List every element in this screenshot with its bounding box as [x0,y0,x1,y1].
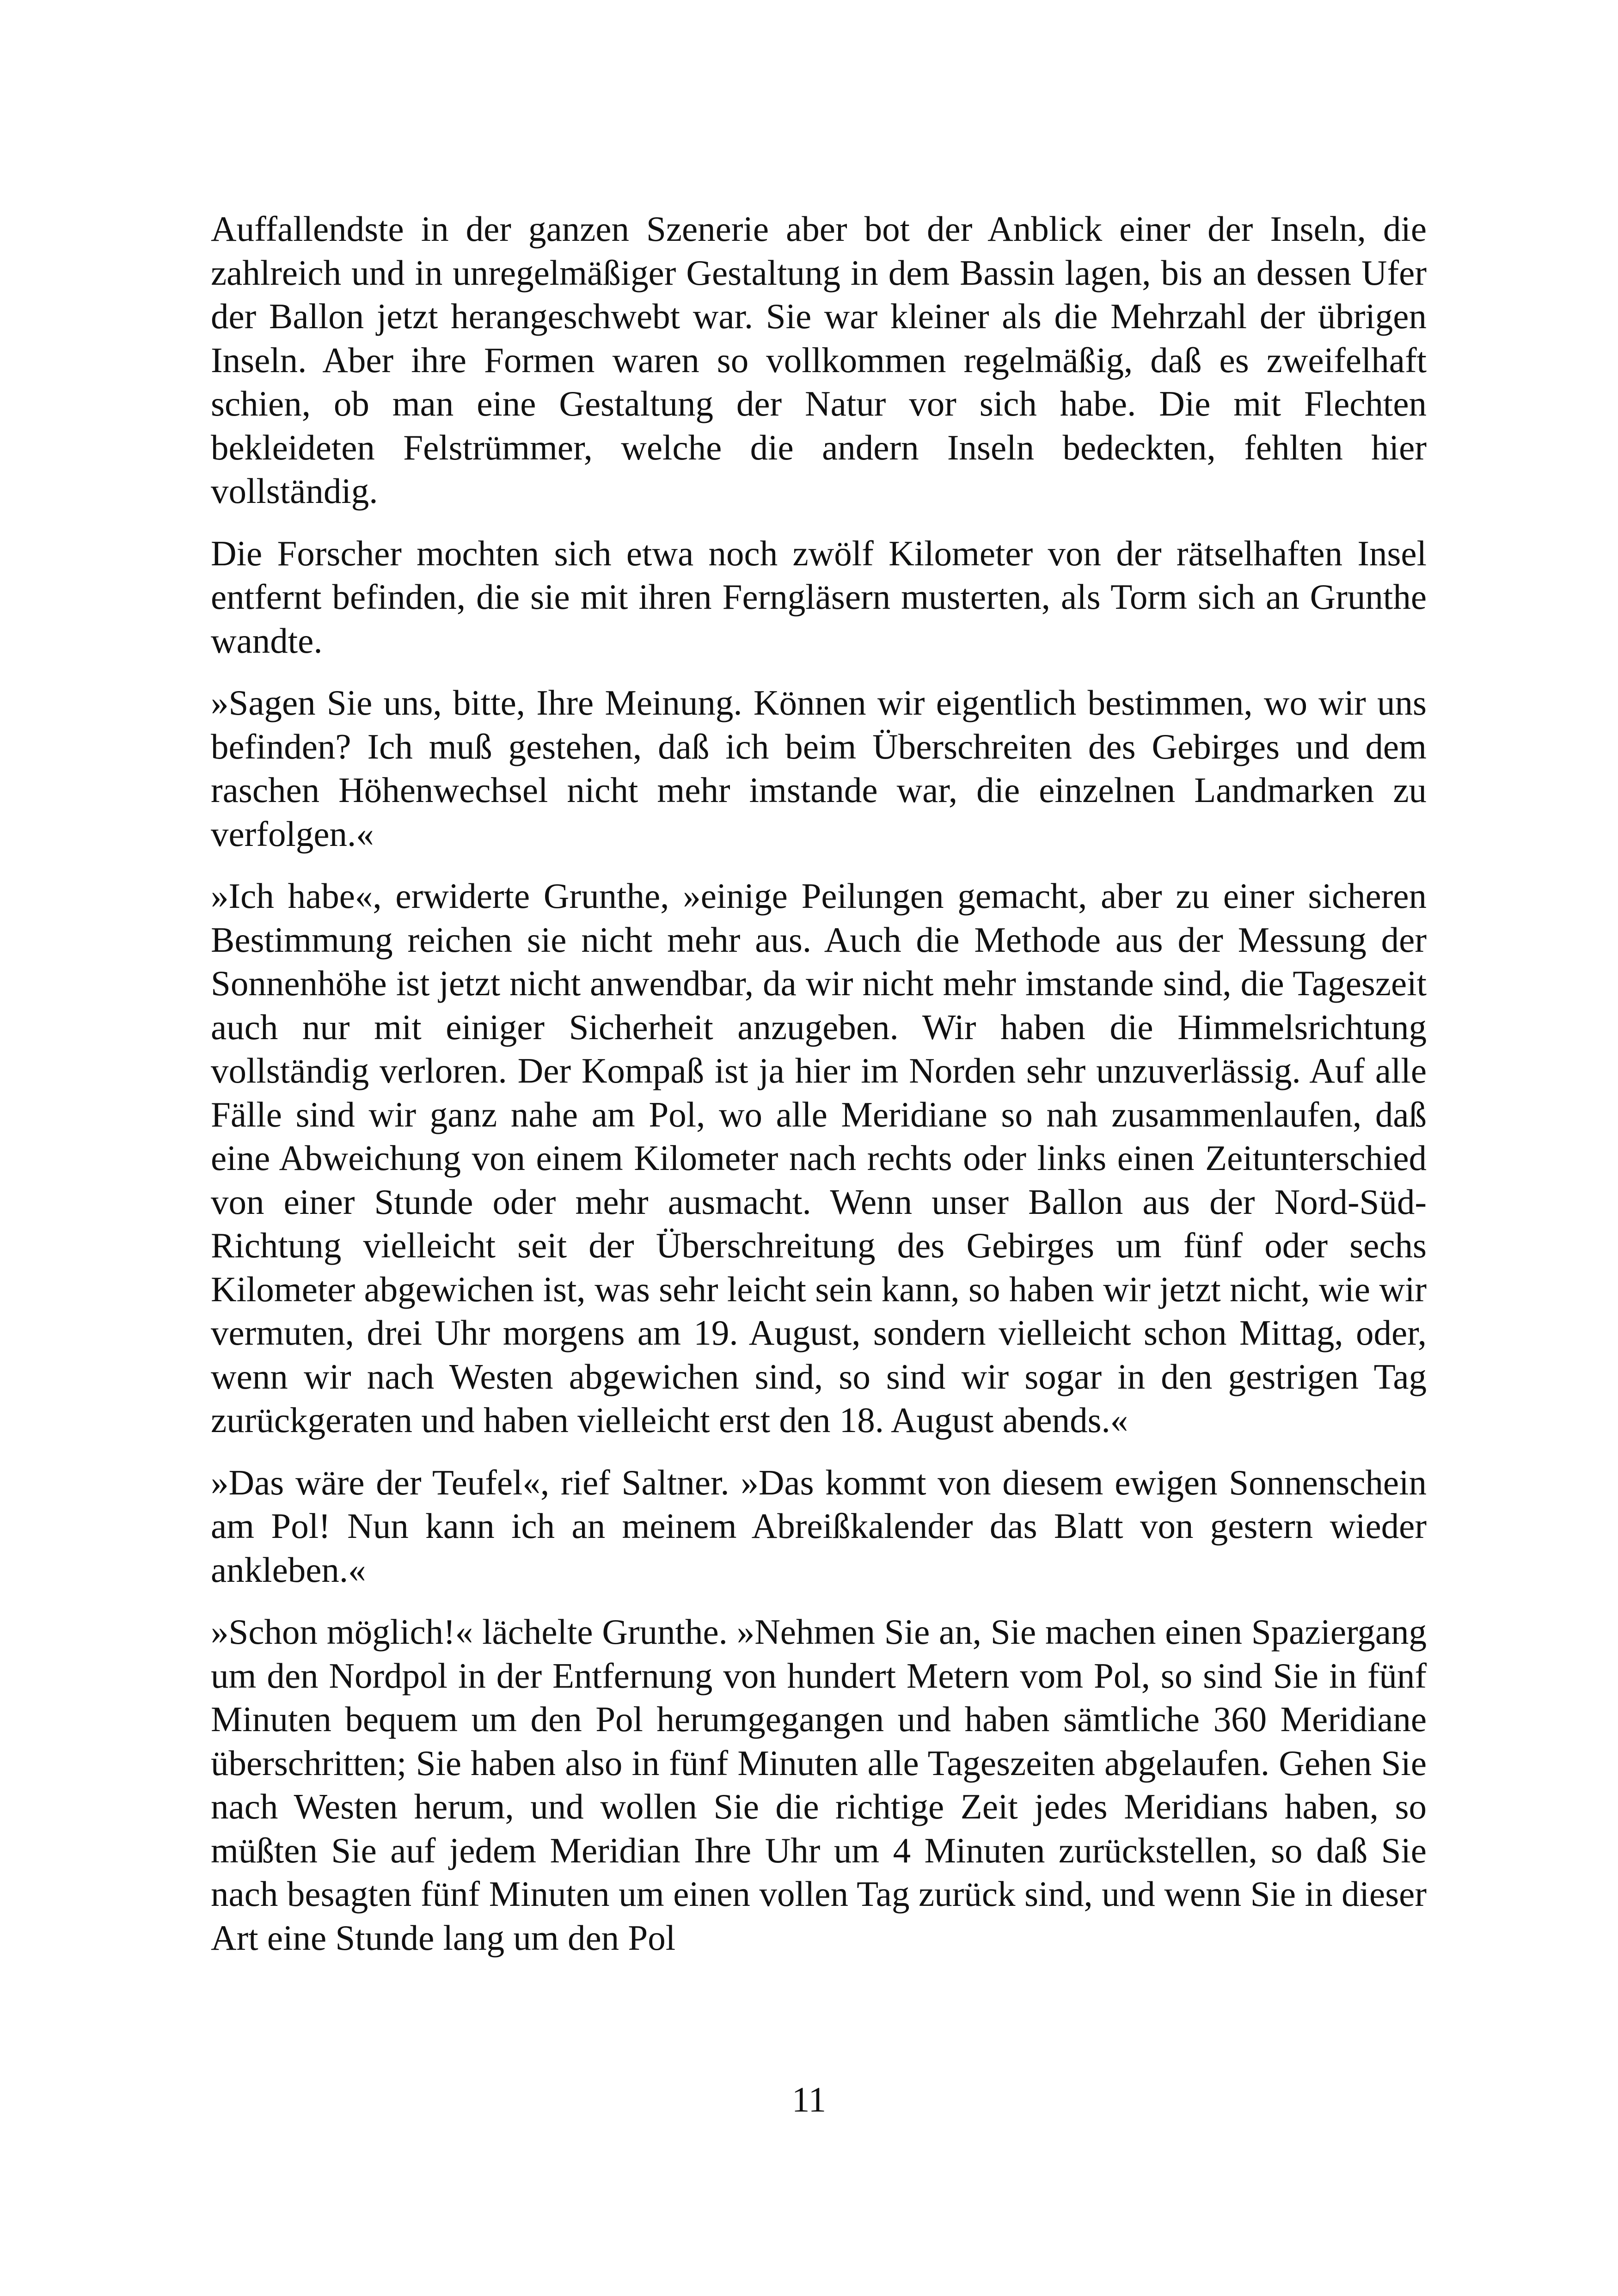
body-text [211,207,1427,1978]
paragraph: Die Forscher mochten sich etwa noch zwölf Kilometer von der rätselhaften Insel entfernt befinden, die sie mit ihren Ferngläsern musterten, als Torm sich an Grunthe wandte. [211,533,1427,661]
paragraph: »Das wäre der Teufel«, rief Saltner. »Das kommt von diesem ewigen Sonnenschein am Pol! Nun kann ich an meinem Abreißkalender das Blatt von gestern wieder ankleben.« [211,1462,1427,1590]
paragraph: »Schon möglich!« lächelte Grunthe. »Nehmen Sie an, Sie machen einen Spaziergang um den Nordpol in der Entfernung von hundert Metern vom Pol, so sind Sie in fünf Minuten bequem um den Pol herumgegangen und haben sämtliche 360 Meridiane überschritten; Sie haben also in fünf Minuten alle Tageszeiten abgelaufen. Gehen Sie nach Westen herum, und wollen Sie die richtige Zeit jedes Meridians haben, so müßten Sie auf jedem Meridian Ihre Uhr um 4 Minuten zurückstellen, so daß Sie nach besagten fünf Minuten um einen vollen Tag zurück sind, und wenn Sie in dieser Art eine Stunde lang um den Pol [211,1612,1427,1958]
paragraph: Auffallendste in der ganzen Szenerie aber bot der Anblick einer der Inseln, die zahlreich und in unregelmäßiger Gestaltung in dem Bassin lagen, bis an dessen Ufer der Ballon jetzt herangeschwebt war. Sie war kleiner als die Mehrzahl der übrigen Inseln. Aber ihre Formen waren so vollkommen regelmäßig, daß es zweifelhaft schien, ob man eine Gestaltung der Natur vor sich habe. Die mit Flechten bekleideten Felstrümmer, welche die andern Inseln bedeckten, fehlten hier vollständig. [211,209,1427,511]
paragraph: »Sagen Sie uns, bitte, Ihre Meinung. Können wir eigentlich bestimmen, wo wir uns befinden? Ich muß gestehen, daß ich beim Überschreiten des Gebirges und dem raschen Höhenwechsel nicht mehr imstande war, die einzelnen Landmarken zu verfolgen.« [211,683,1427,854]
paragraph: »Ich habe«, erwiderte Grunthe, »einige Peilungen gemacht, aber zu einer sicheren Bestimmung reichen sie nicht mehr aus. Auch die Methode aus der Messung der Sonnenhöhe ist jetzt nicht anwendbar, da wir nicht mehr imstande sind, die Tageszeit auch nur mit einiger Sicherheit anzugeben. Wir haben die Himmelsrichtung vollständig verloren. Der Kompaß ist ja hier im Norden sehr unzuverlässig. Auf alle Fälle sind wir ganz nahe am Pol, wo alle Meridiane so nah zusammenlaufen, daß eine Abweichung von einem Kilometer nach rechts oder links einen Zeitunterschied von einer Stunde oder mehr ausmacht. Wenn unser Ballon aus der Nord-Süd-Richtung vielleicht seit der Überschreitung des Gebirges um fünf oder sechs Kilometer abgewichen ist, was sehr leicht sein kann, so haben wir jetzt nicht, wie wir vermuten, drei Uhr morgens am 19. August, sondern vielleicht schon Mittag, oder, wenn wir nach Westen abgewichen sind, so sind wir sogar in den gestrigen Tag zurückgeraten und haben vielleicht erst den 18. August abends.« [211,876,1427,1440]
page-number: 11 [791,2080,827,2119]
